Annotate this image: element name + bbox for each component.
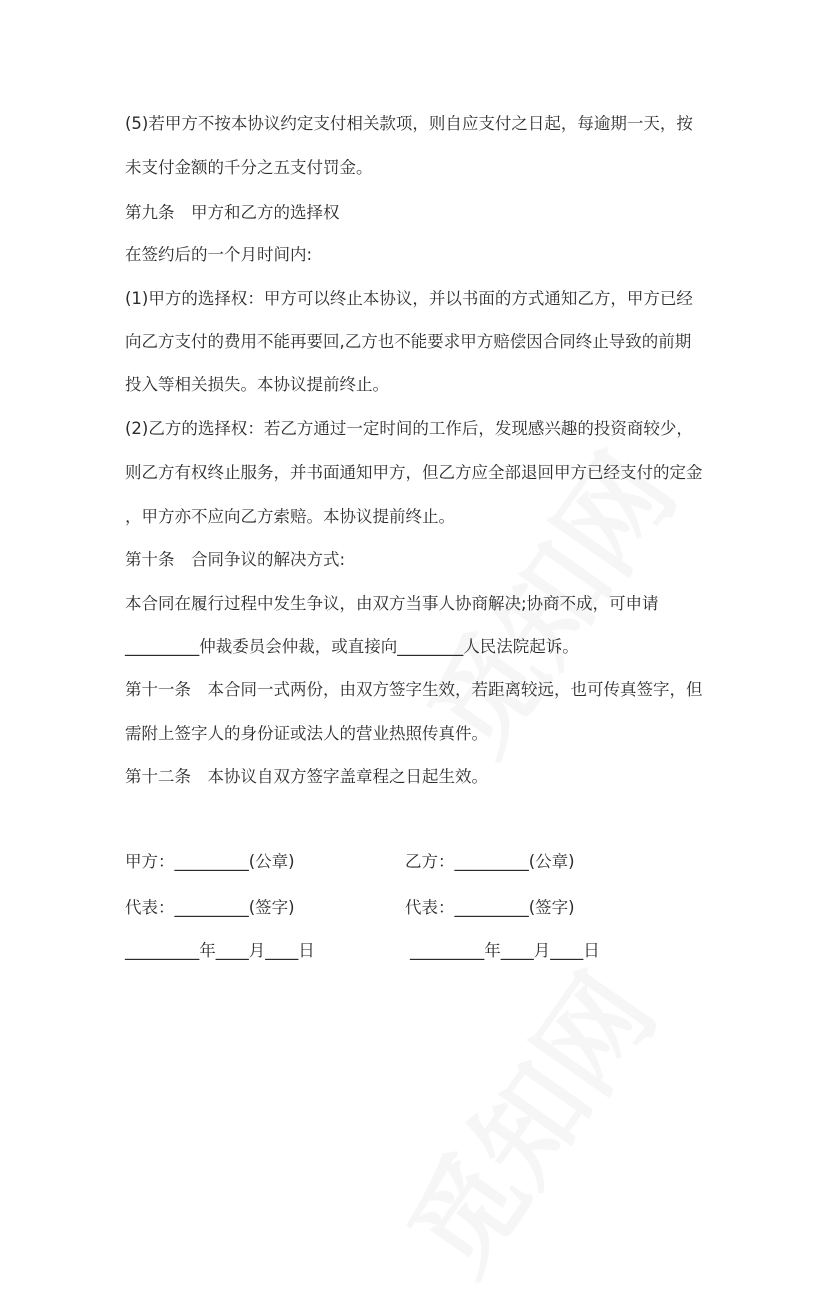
section-heading: 第十条 合同争议的解决方式: <box>125 550 346 569</box>
paragraph-line: 需附上签字人的身份证或法人的营业热照传真件。 <box>125 724 488 743</box>
party-b-representative: 代表：_________(签字) <box>405 898 575 917</box>
paragraph-line: 则乙方有权终止服务，并书面通知甲方，但乙方应全部退回甲方已经支付的定金 <box>125 463 703 482</box>
watermark <box>366 939 685 1299</box>
party-b-seal: 乙方：_________(公章) <box>405 852 575 871</box>
party-a-representative: 代表：_________(签字) <box>125 898 295 917</box>
party-a-seal: 甲方：_________(公章) <box>125 852 295 871</box>
paragraph-line: 本合同在履行过程中发生争议，由双方当事人协商解决;协商不成，可申请 <box>125 594 659 613</box>
paragraph-line: 在签约后的一个月时间内: <box>125 245 313 264</box>
section-heading: 第九条 甲方和乙方的选择权 <box>125 203 340 222</box>
party-a-date: _________年____月____日 <box>125 941 315 960</box>
paragraph-line: ，甲方亦不应向乙方索赔。本协议提前终止。 <box>125 507 455 526</box>
section-heading: 第十二条 本协议自双方签字盖章程之日起生效。 <box>125 767 488 786</box>
section-heading: 第十一条 本合同一式两份，由双方签字生效，若距离较远，也可传真签字，但 <box>125 680 703 699</box>
paragraph-line: 未支付金额的千分之五支付罚金。 <box>125 158 373 177</box>
paragraph-line: (5)若甲方不按本协议约定支付相关款项，则自应支付之日起，每逾期一天，按 <box>125 114 693 133</box>
paragraph-line: (2)乙方的选择权：若乙方通过一定时间的工作后，发现感兴趣的投资商较少， <box>125 419 693 438</box>
paragraph-line: (1)甲方的选择权：甲方可以终止本协议，并以书面的方式通知乙方，甲方已经 <box>125 289 693 308</box>
party-b-date: _________年____月____日 <box>410 941 600 960</box>
paragraph-line: 投入等相关损失。本协议提前终止。 <box>125 375 389 394</box>
paragraph-line: _________仲裁委员会仲裁，或直接向________人民法院起诉。 <box>125 637 579 656</box>
paragraph-line: 向乙方支付的费用不能再要回,乙方也不能要求甲方赔偿因合同终止导致的前期 <box>125 332 692 351</box>
